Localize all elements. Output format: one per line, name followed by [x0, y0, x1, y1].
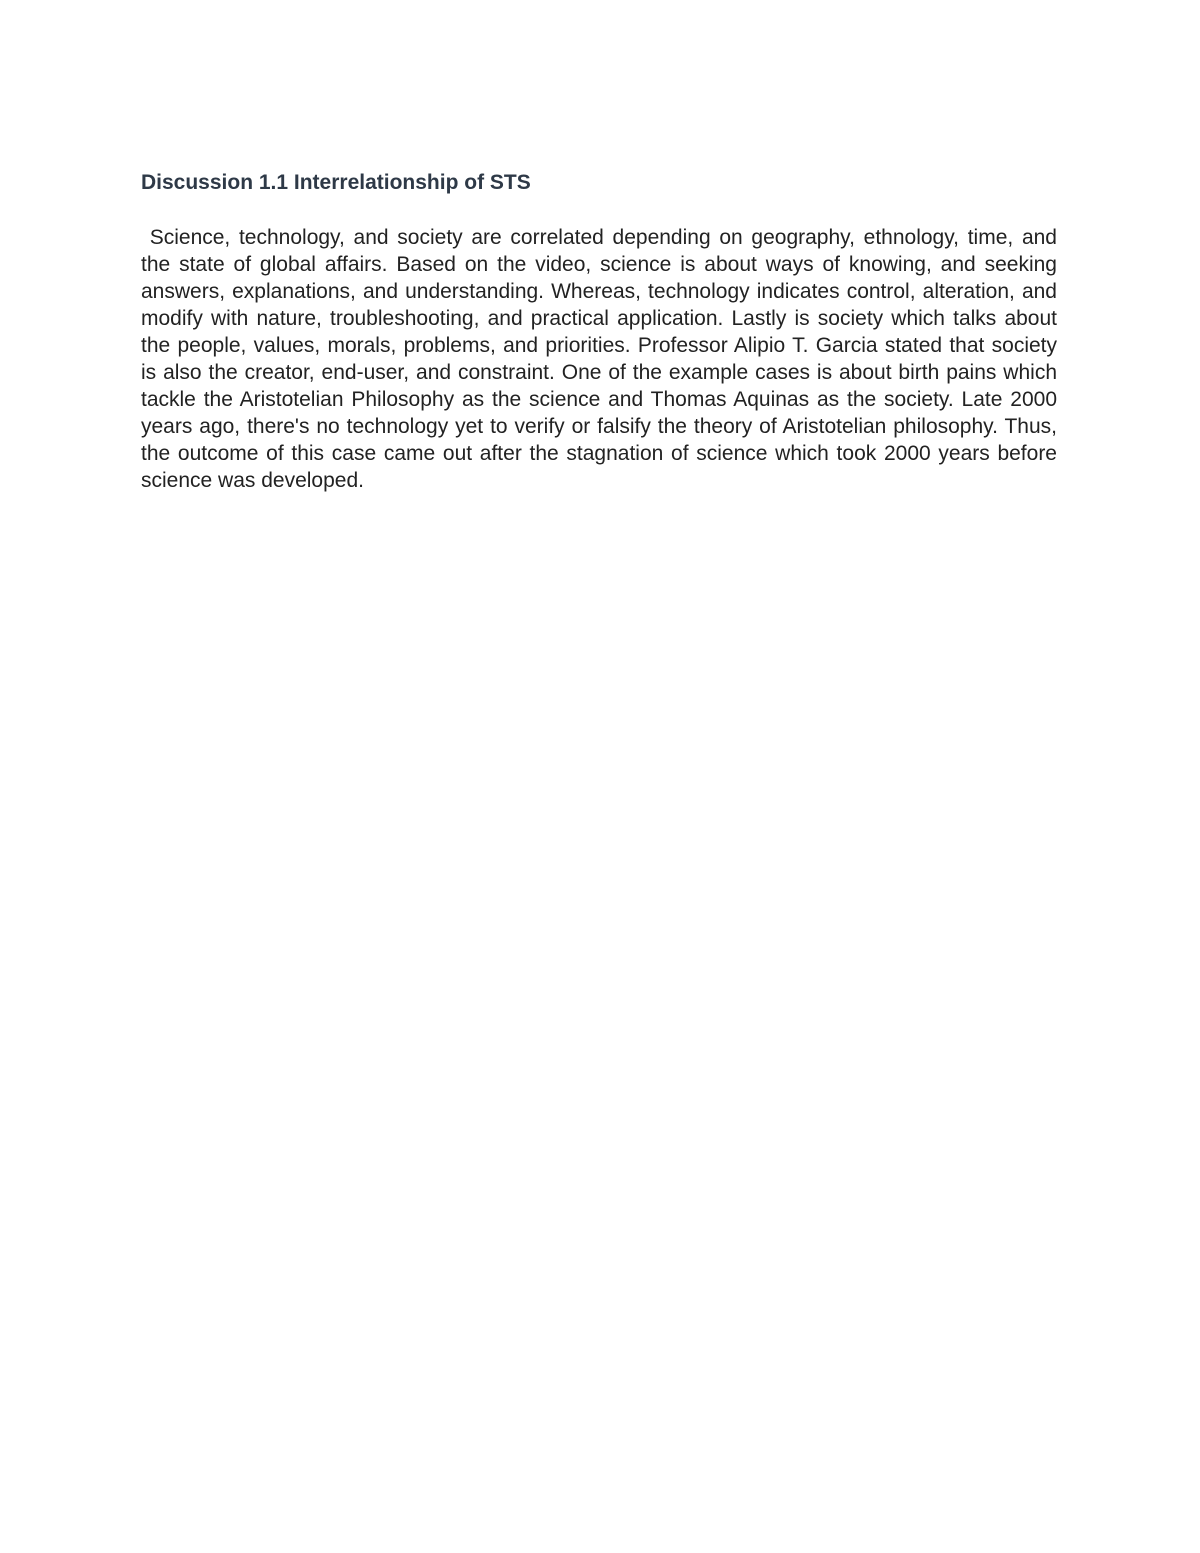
document-content	[141, 168, 1063, 494]
body-paragraph: Science, technology, and society are correlated depending on geography, ethnology, time, and the state of global affairs. Based on the video, science is about ways of knowing, and seeking answers, explanations, and understanding. Whereas, technology indicates control, alteration, and modify with nature, troubleshooting, and practical application. Lastly is society which talks about the people, values, morals, problems, and priorities. Professor Alipio T. Garcia stated that society is also the creator, end-user, and constraint. One of the example cases is about birth pains which tackle the Aristotelian Philosophy as the science and Thomas Aquinas as the society. Late 2000 years ago, there's no technology yet to verify or falsify the theory of Aristotelian philosophy. Thus, the outcome of this case came out after the stagnation of science which took 2000 years before science was developed.	[141, 226, 1063, 492]
document-title: Discussion 1.1 Interrelationship of STS	[141, 171, 531, 194]
